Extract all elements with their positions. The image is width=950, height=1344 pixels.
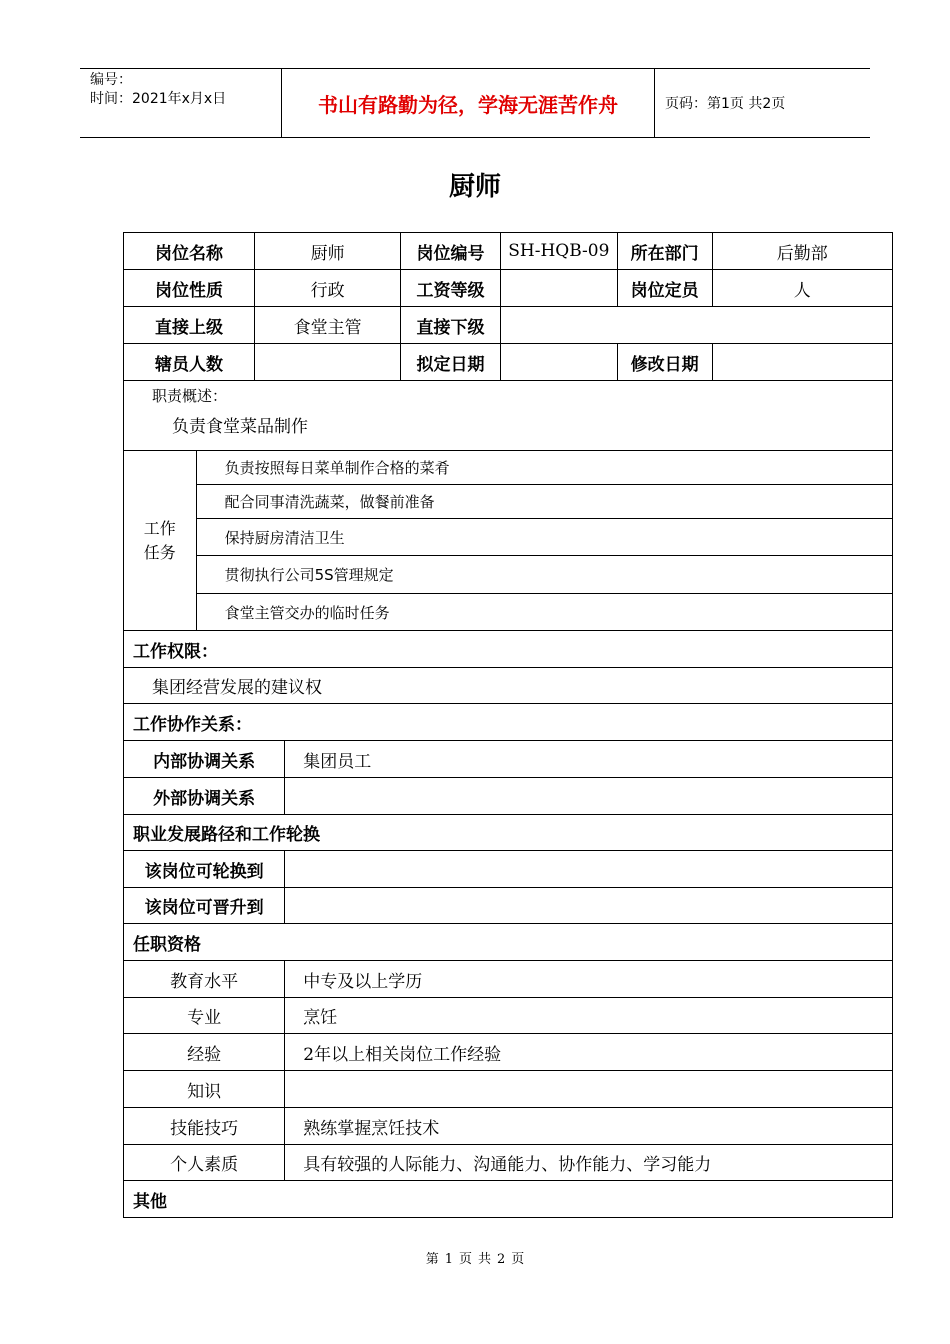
post-code-label: 岗位编号 [401, 233, 501, 270]
qualification-row-value: 烹饪 [285, 998, 893, 1034]
qualification-row-label: 专业 [124, 998, 285, 1034]
task-item-2: 配合同事清洗蔬菜，做餐前准备 [196, 485, 892, 519]
qualification-header-row [124, 924, 893, 961]
qualification-row-label: 个人素质 [124, 1145, 285, 1181]
duty-label: 职责概述： [152, 387, 228, 405]
qualification-row [124, 961, 893, 998]
promote-label: 该岗位可晋升到 [124, 888, 285, 924]
draft-date-label: 拟定日期 [401, 344, 501, 381]
modify-date-value [712, 344, 892, 381]
cooperation-label: 工作协作关系： [124, 704, 893, 741]
duty-text: 负责食堂菜品制作 [172, 417, 308, 437]
rotate-label: 该岗位可轮换到 [124, 851, 285, 888]
subordinate-value [500, 307, 892, 344]
info-row-1 [124, 233, 893, 270]
internal-row [124, 741, 893, 778]
task-item-4: 贯彻执行公司5S管理规定 [196, 556, 892, 594]
rotate-row [124, 851, 893, 888]
task-label [124, 517, 196, 565]
task-row [124, 451, 893, 485]
header-time: 时间：2021年x月x日 [90, 91, 227, 107]
footer-text: 第 [425, 1252, 439, 1267]
document-title: 厨师 [448, 172, 501, 202]
header-motto-cell [282, 69, 655, 137]
qualification-row-value: 熟练掌握烹饪技术 [285, 1108, 893, 1145]
career-label: 职业发展路径和工作轮换 [124, 815, 893, 851]
nature-label: 岗位性质 [124, 270, 255, 307]
authority-row [124, 668, 893, 704]
external-value [285, 778, 893, 815]
staff-value [255, 344, 401, 381]
qualification-row-value: 2年以上相关岗位工作经验 [285, 1034, 893, 1071]
qualification-row [124, 1145, 893, 1181]
qualification-row [124, 1071, 893, 1108]
duty-row [124, 381, 893, 451]
info-row-2 [124, 270, 893, 307]
qualification-row [124, 998, 893, 1034]
job-description-table [123, 232, 893, 1218]
quota-value: 人 [712, 270, 892, 307]
header-meta [80, 69, 282, 137]
task-label-cell [124, 451, 197, 631]
superior-label: 直接上级 [124, 307, 255, 344]
header-page-cell [655, 69, 870, 137]
promote-value [285, 888, 893, 924]
task-label-line-2: 任务 [143, 542, 176, 562]
rotate-value [285, 851, 893, 888]
internal-label: 内部协调关系 [124, 741, 285, 778]
authority-header-row [124, 631, 893, 668]
post-code-value: SH-HQB-09 [500, 233, 617, 270]
nature-value: 行政 [255, 270, 401, 307]
info-row-4 [124, 344, 893, 381]
promote-row [124, 888, 893, 924]
qualification-row-label: 知识 [124, 1071, 285, 1108]
task-item-1: 负责按照每日菜单制作合格的菜肴 [196, 451, 892, 485]
footer-total-pages: 2 [497, 1252, 506, 1267]
task-item-5: 食堂主管交办的临时任务 [196, 594, 892, 631]
qualification-row [124, 1108, 893, 1145]
page-footer [0, 1248, 950, 1267]
qualification-row [124, 1034, 893, 1071]
qualification-label: 任职资格 [124, 924, 893, 961]
qualification-row-value: 具有较强的人际能力、沟通能力、协作能力、学习能力 [285, 1145, 893, 1181]
header-page-info: 页码：第1页 共2页 [665, 96, 786, 112]
external-row [124, 778, 893, 815]
page-header [80, 68, 870, 138]
authority-label: 工作权限： [124, 631, 893, 668]
task-row [124, 556, 893, 594]
draft-date-value [500, 344, 617, 381]
post-name-label: 岗位名称 [124, 233, 255, 270]
other-label: 其他 [124, 1181, 893, 1218]
quota-label: 岗位定员 [617, 270, 712, 307]
footer-text: 页 [458, 1252, 472, 1267]
header-motto: 书山有路勤为径，学海无涯苦作舟 [318, 92, 618, 117]
modify-date-label: 修改日期 [617, 344, 712, 381]
qualification-row-label: 教育水平 [124, 961, 285, 998]
external-label: 外部协调关系 [124, 778, 285, 815]
other-row [124, 1181, 893, 1218]
dept-label: 所在部门 [617, 233, 712, 270]
superior-value: 食堂主管 [255, 307, 401, 344]
subordinate-label: 直接下级 [401, 307, 501, 344]
task-row [124, 594, 893, 631]
task-label-line-1: 工作 [143, 518, 176, 538]
qualification-row-label: 技能技巧 [124, 1108, 285, 1145]
qualification-row-label: 经验 [124, 1034, 285, 1071]
post-name-value: 厨师 [255, 233, 401, 270]
cooperation-header-row [124, 704, 893, 741]
qualification-row-value [285, 1071, 893, 1108]
authority-text: 集团经营发展的建议权 [124, 668, 893, 704]
internal-value: 集团员工 [285, 741, 893, 778]
footer-text: 共 [478, 1252, 492, 1267]
salary-label: 工资等级 [401, 270, 501, 307]
qualification-row-value: 中专及以上学历 [285, 961, 893, 998]
task-item-3: 保持厨房清洁卫生 [196, 519, 892, 556]
footer-current-page: 1 [444, 1252, 453, 1267]
header-number: 编号： [90, 72, 132, 88]
task-row [124, 485, 893, 519]
career-header-row [124, 815, 893, 851]
dept-value: 后勤部 [712, 233, 892, 270]
footer-text: 页 [511, 1252, 525, 1267]
staff-label: 辖员人数 [124, 344, 255, 381]
task-row [124, 519, 893, 556]
salary-value [500, 270, 617, 307]
duty-cell [124, 381, 893, 451]
info-row-3 [124, 307, 893, 344]
